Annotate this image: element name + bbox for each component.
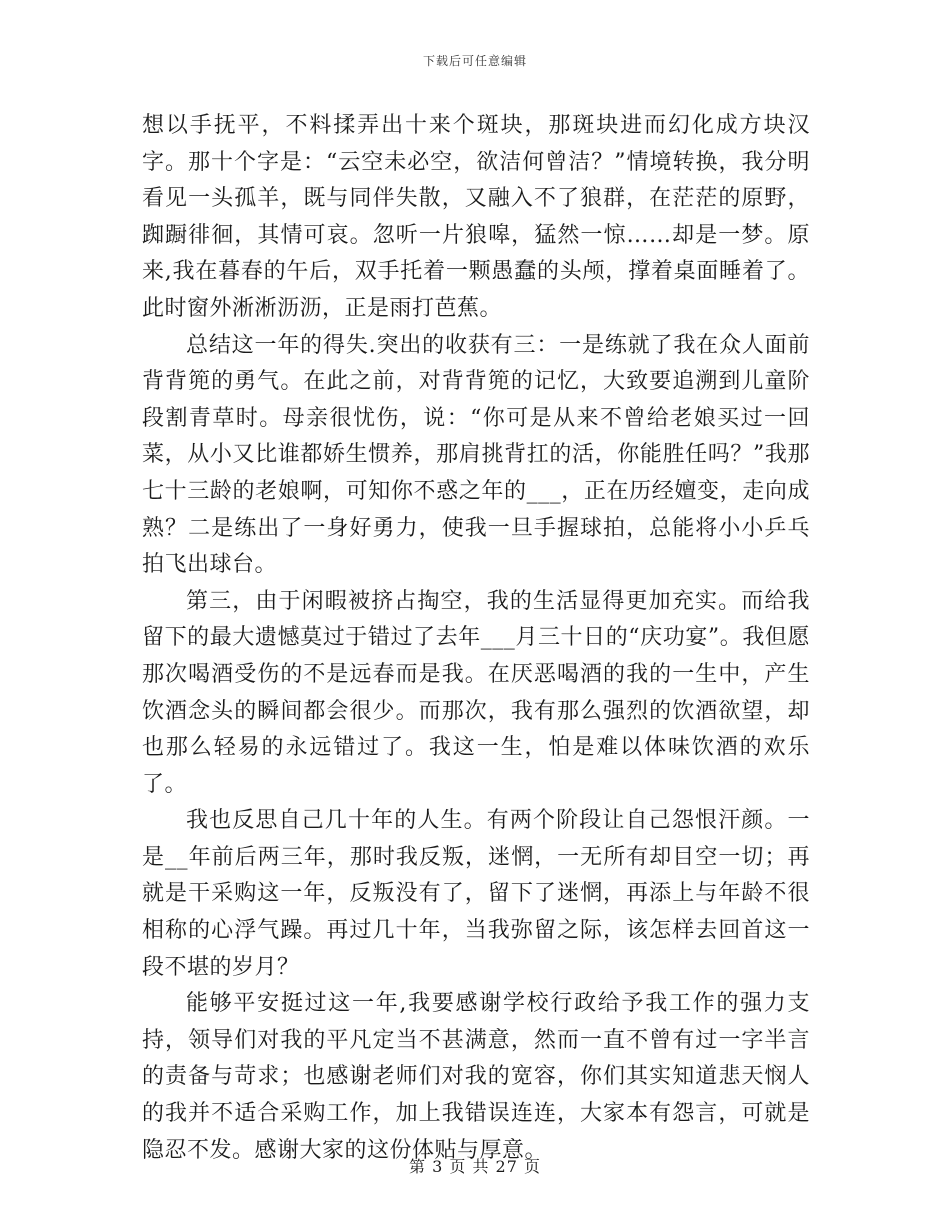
- paragraph-5: 能够平安挺过这一年,我要感谢学校行政给予我工作的强力支持，领导们对我的平凡定当不甚满意，然而一直不曾有过一字半言的责备与苛求；也感谢老师们对我的宽容，你们其实知道悲天悯人的我并不适合采购工作，加上我错误连连，大家本有怨言，可就是隐忍不发。感谢大家的这份体贴与厚意。: [142, 991, 810, 1163]
- paragraph-2: 总结这一年的得失.突出的收获有三：一是练就了我在众人面前背背篼的勇气。在此之前，对背背篼的记忆，大致要追溯到儿童阶段割青草时。母亲很忧伤，说：“你可是从来不曾给老娘买过一回菜，从小又比谁都娇生惯养，那肩挑背扛的活，你能胜任吗？”我那七十三龄的老娘啊，可知你不惑之年的___，正在历经嬗变，走向成熟？二是练出了一身好勇力，使我一旦手握球拍，总能将小小乒乓拍飞出球台。: [142, 332, 810, 578]
- paragraph-1: 想以手抚平，不料揉弄出十来个斑块，那斑块进而幻化成方块汉字。那十个字是：“云空未必空，欲洁何曾洁？”情境转换，我分明看见一头孤羊，既与同伴失散，又融入不了狼群，在茫茫的原野，踟蹰徘徊，其情可哀。忽听一片狼嗥，猛然一惊……却是一梦。原来,我在暮春的午后，双手托着一颗愚蠢的头颅，撑着桌面睡着了。此时窗外淅淅沥沥，正是雨打芭蕉。: [142, 113, 810, 321]
- paragraph-3: 第三，由于闲暇被挤占掏空，我的生活显得更加充实。而给我留下的最大遗憾莫过于错过了去年___月三十日的“庆功宴”。我但愿那次喝酒受伤的不是远春而是我。在厌恶喝酒的我的一生中，产生饮酒念头的瞬间都会很少。而那次，我有那么强烈的饮酒欲望，却也那么轻易的永远错过了。我这一生，怕是难以体味饮酒的欢乐了。: [142, 588, 810, 797]
- page-number: 第 3 页 共 27 页: [409, 1157, 541, 1176]
- paragraph-4: 我也反思自己几十年的人生。有两个阶段让自己怨恨汗颜。一是__年前后两三年，那时我反叛，迷惘，一无所有却目空一切；再就是干采购这一年，反叛没有了，留下了迷惘，再添上与年龄不很相称的心浮气躁。再过几十年，当我弥留之际，该怎样去回首这一段不堪的岁月？: [142, 808, 810, 980]
- page-header: 下载后可任意编辑: [422, 54, 527, 68]
- document-body: [142, 108, 810, 1169]
